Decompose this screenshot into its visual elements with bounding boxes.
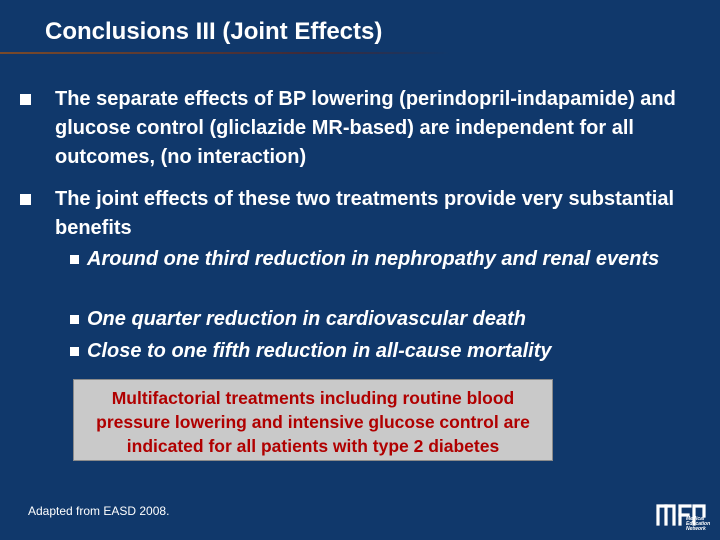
small-square-bullet-icon [70, 315, 79, 324]
small-square-bullet-icon [70, 347, 79, 356]
logo-line: Network [686, 526, 706, 532]
bullet-item [20, 185, 690, 243]
small-square-bullet-icon [70, 255, 79, 264]
bullet-text: The joint effects of these two treatments provide very substantial benefits [55, 188, 675, 239]
logo-line: Education [686, 521, 711, 527]
bullet-item [20, 85, 690, 172]
logo-line: Medical [686, 516, 705, 522]
subbullet-text: Around one third reduction in nephropathy and renal events [87, 248, 660, 270]
title-underline [0, 52, 450, 54]
source-citation: Adapted from EASD 2008. [28, 504, 170, 518]
subbullet-item [70, 305, 690, 334]
bullet-text: The separate effects of BP lowering (perindopril-indapamide) and glucose control (gliclazide MR-based) are independent for all outcomes, (no interaction) [55, 88, 676, 168]
subbullet-item [70, 245, 690, 274]
square-bullet-icon [20, 94, 31, 105]
slide-title: Conclusions III (Joint Effects) [45, 18, 383, 45]
men-logo-icon [652, 494, 714, 534]
subbullet-text: One quarter reduction in cardiovascular death [87, 308, 527, 330]
conclusion-callout: Multifactorial treatments including routine blood pressure lowering and intensive glucose control are indicated for all patients with type 2 diabetes [73, 379, 553, 461]
subbullet-text: Close to one fifth reduction in all-cause mortality [87, 340, 552, 362]
subbullet-item [70, 337, 690, 366]
square-bullet-icon [20, 194, 31, 205]
